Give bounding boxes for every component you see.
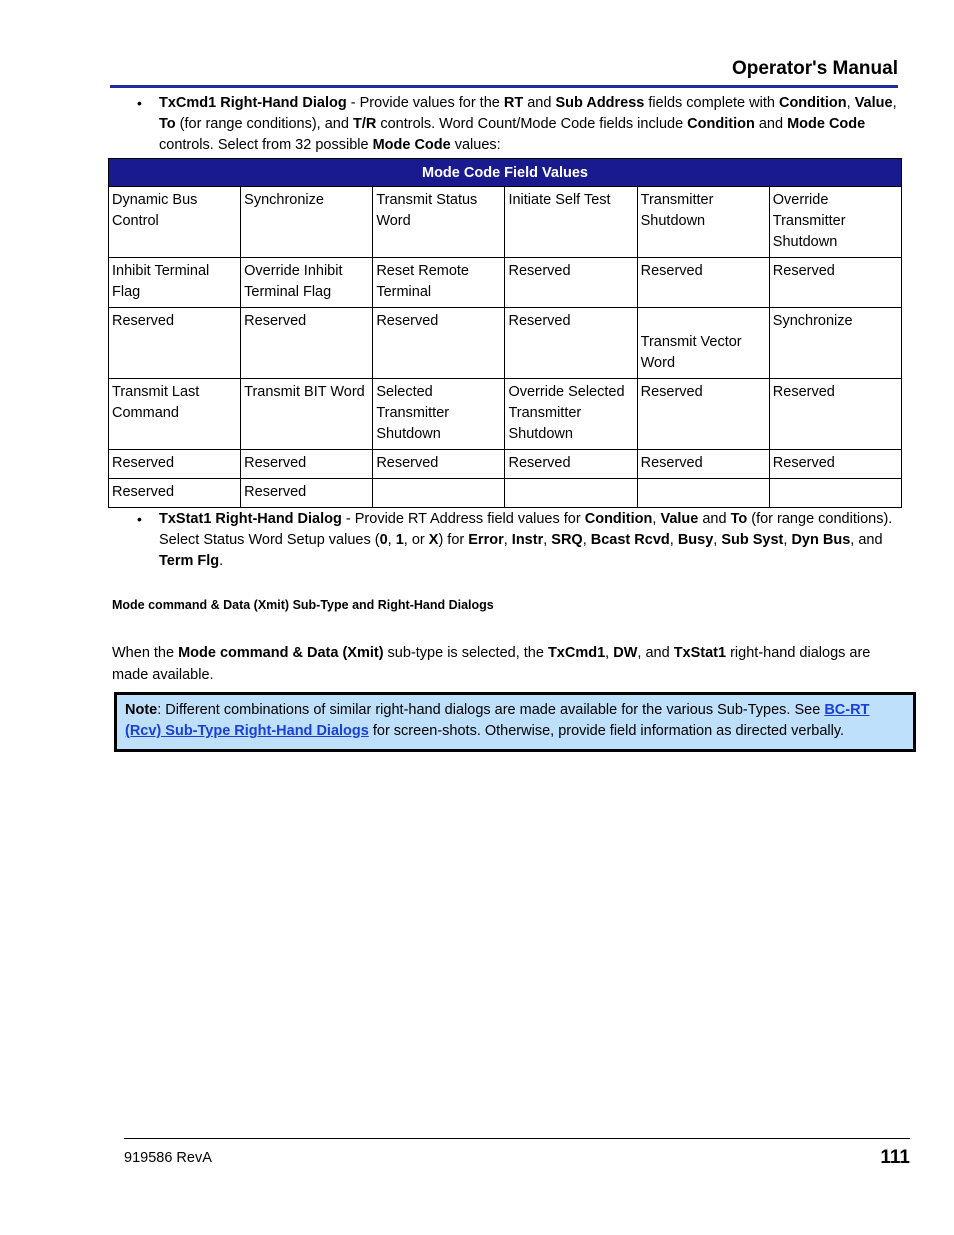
table-row xyxy=(109,258,902,308)
table-cell: Transmit Status Word xyxy=(373,187,505,258)
page-header-title: Operator's Manual xyxy=(731,58,898,79)
table-header: Mode Code Field Values xyxy=(109,159,902,187)
bullet-txstat1: • TxStat1 Right-Hand Dialog - Provide RT Address field values for Condition, Value and To (for range conditions). Select Status Word Setup values (0, 1, or X) for Error, Instr, SRQ, Bcast Rcvd, Busy, Sub Syst, Dyn Bus, and Term Flg. xyxy=(159,509,904,572)
table-cell: Reserved xyxy=(637,258,769,308)
table-cell: Reserved xyxy=(373,450,505,479)
bc-rt-rcv-dialogs-link[interactable]: BC-RT (Rcv) Sub-Type Right-Hand Dialogs xyxy=(125,702,870,739)
page-number: 111 xyxy=(880,1147,910,1168)
note-box: Note: Different combinations of similar right-hand dialogs are made available for the various Sub-Types. See BC-RT (Rcv) Sub-Type Right-Hand Dialogs for screen-shots. Otherwise, provide field information as directed verbally. xyxy=(114,692,916,752)
table-cell: Transmitter Shutdown xyxy=(637,187,769,258)
table-cell: Synchronize xyxy=(769,308,901,379)
table-cell: Reserved xyxy=(505,450,637,479)
table-cell: Override Transmitter Shutdown xyxy=(769,187,901,258)
section-subheading: Mode command & Data (Xmit) Sub-Type and Right-Hand Dialogs xyxy=(112,598,494,612)
table-cell: Initiate Self Test xyxy=(505,187,637,258)
table-cell xyxy=(637,479,769,508)
table-cell: Reserved xyxy=(769,258,901,308)
table-cell: Reset Remote Terminal xyxy=(373,258,505,308)
table-cell: Transmit Last Command xyxy=(109,379,241,450)
table-cell: Reserved xyxy=(769,450,901,479)
table-cell: Dynamic Bus Control xyxy=(109,187,241,258)
table-row xyxy=(109,187,902,258)
table-cell xyxy=(769,479,901,508)
table-cell: Override Selected Transmitter Shutdown xyxy=(505,379,637,450)
table-cell: Reserved xyxy=(637,379,769,450)
table-cell: Transmit Vector Word xyxy=(637,308,769,379)
table-cell: Reserved xyxy=(241,308,373,379)
table-row xyxy=(109,379,902,450)
footer-divider xyxy=(124,1138,910,1139)
bullet-txcmd1: • TxCmd1 Right-Hand Dialog - Provide values for the RT and Sub Address fields complete with Condition, Value, To (for range conditions), and T/R controls. Word Count/Mode Code fields include Condition and Mode Code controls. Select from 32 possible Mode Code values: xyxy=(159,93,904,156)
table-row xyxy=(109,479,902,508)
table-cell: Reserved xyxy=(373,308,505,379)
table-cell xyxy=(505,479,637,508)
note-label: Note xyxy=(125,702,158,718)
table-cell: Reserved xyxy=(109,308,241,379)
table-cell: Reserved xyxy=(769,379,901,450)
table-cell: Transmit BIT Word xyxy=(241,379,373,450)
mode-code-table xyxy=(108,158,902,508)
table-row xyxy=(109,308,902,379)
table-cell: Reserved xyxy=(241,450,373,479)
table-cell: Reserved xyxy=(505,258,637,308)
table-cell: Reserved xyxy=(109,450,241,479)
header-divider xyxy=(110,85,898,88)
table-cell: Override Inhibit Terminal Flag xyxy=(241,258,373,308)
table-row xyxy=(109,450,902,479)
table-cell: Reserved xyxy=(109,479,241,508)
table-cell: Reserved xyxy=(241,479,373,508)
table-cell xyxy=(373,479,505,508)
table-cell: Reserved xyxy=(505,308,637,379)
document-id: 919586 RevA xyxy=(124,1150,212,1166)
body-paragraph: When the Mode command & Data (Xmit) sub-type is selected, the TxCmd1, DW, and TxStat1 right-hand dialogs are made available. xyxy=(112,645,871,683)
table-cell: Synchronize xyxy=(241,187,373,258)
table-cell: Inhibit Terminal Flag xyxy=(109,258,241,308)
table-cell: Selected Transmitter Shutdown xyxy=(373,379,505,450)
table-cell: Reserved xyxy=(637,450,769,479)
